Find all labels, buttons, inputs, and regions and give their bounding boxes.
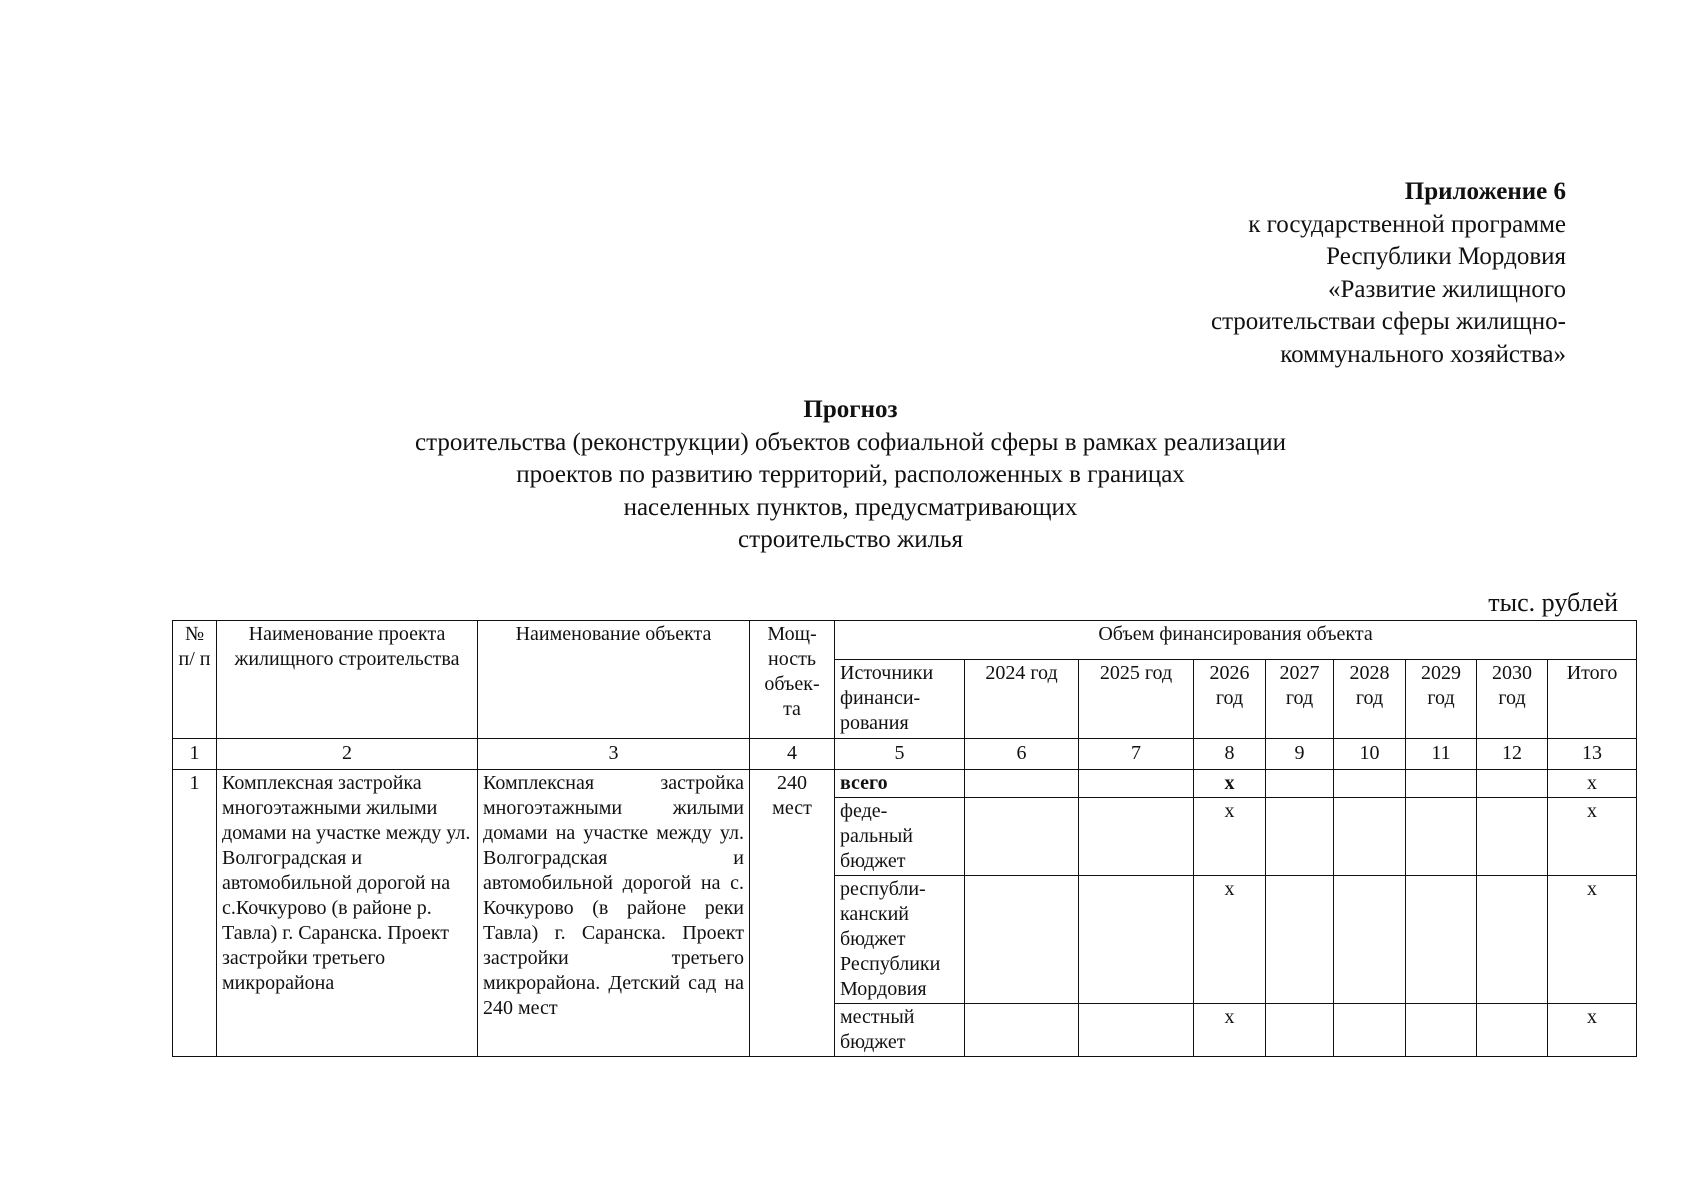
document-subtitle-line: строительства (реконструкции) объектов софиальной сферы в рамках реализации [415,428,1286,456]
cell-total: х [1548,770,1637,798]
header-source: Источники финанси- рования [835,660,965,739]
cell-2025 [1079,876,1194,1004]
document-subtitle-line: проектов по развитию территорий, расположенных в границах [516,461,1185,488]
column-number: 13 [1548,739,1637,770]
header-year-2026: 2026 год [1194,660,1266,739]
cell-2027 [1266,1004,1334,1057]
source-local: местный бюджет [835,1004,965,1057]
cell-2026: х [1194,876,1266,1004]
cell-2027 [1266,798,1334,876]
header-total: Итого [1548,660,1637,739]
cell-2030 [1477,770,1548,798]
cell-2029 [1406,770,1477,798]
column-number: 12 [1477,739,1548,770]
column-number: 11 [1406,739,1477,770]
cell-2028 [1334,1004,1406,1057]
column-number: 8 [1194,739,1266,770]
appendix-title: Приложение 6 [1404,178,1566,205]
source-republic: республи- канский бюджет Республики Мордовия [835,876,965,1004]
column-number-row [173,739,1637,770]
cell-2029 [1406,876,1477,1004]
appendix-block [1086,176,1566,371]
cell-2024 [965,770,1079,798]
cell-2024 [965,876,1079,1004]
column-number: 10 [1334,739,1406,770]
appendix-line: Республики Мордовия [1326,243,1566,270]
cell-2025 [1079,798,1194,876]
cell-2026: х [1194,770,1266,798]
cell-2026: х [1194,1004,1266,1057]
forecast-table [172,620,1637,1057]
cell-2027 [1266,770,1334,798]
header-financing: Объем финансирования объекта [835,621,1637,660]
header-year-2024: 2024 год [965,660,1079,739]
cell-2030 [1477,876,1548,1004]
column-number: 5 [835,739,965,770]
header-project: Наименование проекта жилищного строительства [217,621,478,739]
source-federal: феде- ральный бюджет [835,798,965,876]
cell-2030 [1477,1004,1548,1057]
header-year-2028: 2028 год [1334,660,1406,739]
header-year-2027: 2027 год [1266,660,1334,739]
row-num: 1 [173,770,217,1057]
column-number: 3 [478,739,750,770]
column-number: 6 [965,739,1079,770]
document-subtitle-line: населенных пунктов, предусматривающих [623,493,1078,521]
header-row [173,621,1637,660]
cell-2029 [1406,798,1477,876]
column-number: 2 [217,739,478,770]
header-year-2025: 2025 год [1079,660,1194,739]
appendix-line: «Развитие жилищного [1328,275,1566,303]
cell-2025 [1079,1004,1194,1057]
cell-2026: х [1194,798,1266,876]
document-title: Прогноз [803,396,898,423]
appendix-line: строительстваи сферы жилищно- [1210,308,1566,335]
column-number: 9 [1266,739,1334,770]
header-capacity: Мощ- ность объек- та [750,621,835,739]
column-number: 4 [750,739,835,770]
header-object: Наименование объекта [478,621,750,739]
header-year-2030: 2030 год [1477,660,1548,739]
appendix-line: к государственной программе [1248,210,1566,238]
cell-total: х [1548,876,1637,1004]
cell-2027 [1266,876,1334,1004]
header-year-2029: 2029 год [1406,660,1477,739]
cell-total: х [1548,798,1637,876]
row-project: Комплексная застройка многоэтажными жилыми домами на участке между ул. Волгоградская и автомобильной дорогой на с.Кочкурово (в районе р. Тавла) г. Саранска. Проект застройки третьего микрорайона [217,770,478,1057]
row-object: Комплексная застройка многоэтажными жилыми домами на участке между ул. Волгоградская и автомобильной дорогой на с. Кочкурово (в районе реки Тавла) г. Саранска. Проект застройки третьего микрорайона. Детский сад на 240 мест [478,770,750,1057]
cell-total: х [1548,1004,1637,1057]
cell-2030 [1477,798,1548,876]
document-heading [0,394,1701,557]
cell-2025 [1079,770,1194,798]
cell-2029 [1406,1004,1477,1057]
column-number: 1 [173,739,217,770]
table-row [173,770,1637,798]
cell-2028 [1334,798,1406,876]
column-number: 7 [1079,739,1194,770]
cell-2024 [965,798,1079,876]
cell-2028 [1334,876,1406,1004]
row-capacity: 240 мест [750,770,835,1057]
cell-2024 [965,1004,1079,1057]
appendix-line: коммунального хозяйства» [1280,340,1566,368]
header-num: № п/ п [173,621,217,739]
cell-2028 [1334,770,1406,798]
units-label: тыс. рублей [1488,588,1618,617]
source-total: всего [835,770,965,798]
document-subtitle-line: строительство жилья [737,526,964,553]
